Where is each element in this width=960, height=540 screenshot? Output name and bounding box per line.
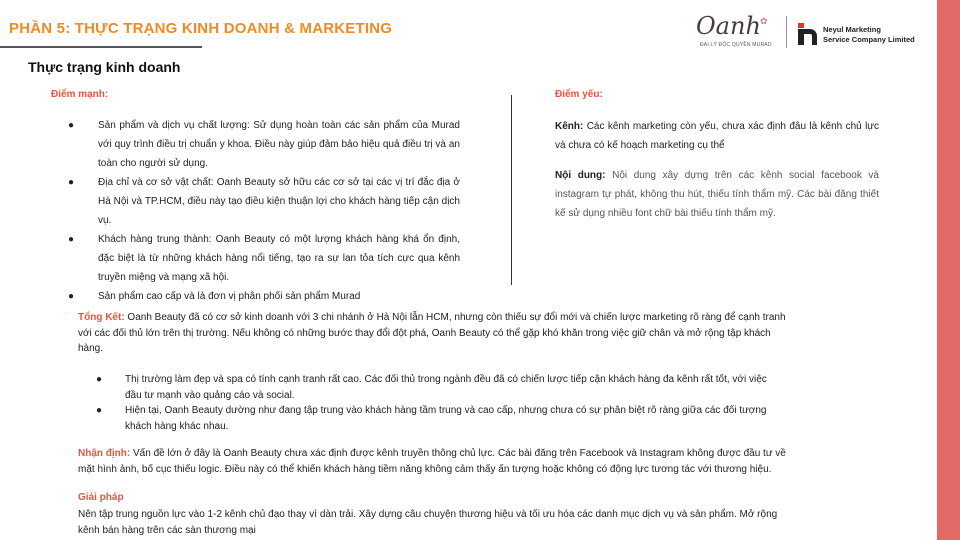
summary-list (96, 372, 786, 434)
list-item: ● Sản phẩm cao cấp và là đơn vị phân phối sản phẩm Murad (68, 287, 460, 306)
insight-paragraph: Nhận định: Vấn đề lớn ở đây là Oanh Beauty chưa xác định được kênh truyền thông chủ lực. Các bài đăng trên Facebook và Instagram không được đầu tư về mặt hình ảnh, bố cục thiếu logic. Điều này có thể khiến khách hàng tiềm năng không cảm thấy ấn tượng hoặc không có động lực tương tác với thương hiệu. (78, 448, 786, 475)
bullet-icon: ● (68, 291, 75, 302)
list-item: ● Hiện tại, Oanh Beauty dường như đang tập trung vào khách hàng tầm trung và cao cấp, nhưng chưa có sự phân biệt rõ ràng giữa các đối tượng khách hàng khác nhau. (96, 405, 767, 432)
nyeul-line-1: Neyul Marketing (823, 25, 881, 34)
solution-label: Giải pháp (78, 492, 124, 503)
column-divider (511, 95, 512, 285)
nyeul-logo-icon (798, 23, 819, 45)
strengths-list (68, 116, 460, 306)
bullet-icon: ● (68, 234, 75, 245)
strengths-heading: Điểm mạnh: (51, 89, 109, 100)
oanh-logo-script: Oanh (696, 12, 761, 40)
summary-label: Tổng Kết: (78, 312, 125, 323)
title-underline (0, 46, 202, 48)
page-subtitle: Thực trạng kinh doanh (28, 59, 181, 75)
bullet-icon: ● (68, 120, 75, 131)
oanh-beauty-logo (694, 14, 770, 50)
flower-icon: ✿ (760, 16, 768, 26)
bullet-icon: ● (96, 405, 103, 416)
oanh-logo-subtitle: ĐẠI LÝ ĐỘC QUYỀN MURAD (700, 42, 772, 48)
right-accent-bar (937, 0, 960, 540)
section-title: PHẦN 5: THỰC TRẠNG KINH DOANH & MARKETING (9, 20, 393, 37)
bullet-icon: ● (96, 374, 103, 385)
weakness-channel-label: Kênh: (555, 121, 584, 132)
weaknesses-heading: Điểm yếu: (555, 89, 603, 100)
weakness-content: Nội dung: Nội dung xây dựng trên các kênh social facebook và instagram tự phát, không thu hút, thiếu tính thẩm mỹ. Các bài đăng thiết kế sử dụng nhiều font chữ bài thiếu tính thẩm mỹ. (555, 170, 879, 219)
summary-paragraph: Tổng Kết: Oanh Beauty đã có cơ sở kinh doanh với 3 chi nhánh ở Hà Nội lẫn HCM, nhưng còn thiếu sự đổi mới và chiến lược marketing rõ ràng để cạnh tranh với các đối thủ lớn trên thị trường. Nếu không có những bước thay đổi đột phá, Oanh Beauty có thể gặp khó khăn trong việc giữ chân và mở rộng tập khách hàng. (78, 312, 786, 354)
insight-label: Nhận định: (78, 448, 131, 459)
bullet-icon: ● (68, 177, 75, 188)
nyeul-logo-text (823, 25, 915, 45)
logo-separator (786, 16, 787, 48)
list-item: ● Khách hàng trung thành: Oanh Beauty có một lượng khách hàng khá ổn định, đặc biệt là từ những khách hàng nổi tiếng, tạo ra sự lan tỏa tích cực qua kênh truyền miệng và mạng xã hội. (68, 230, 460, 287)
list-item: ● Thị trường làm đẹp và spa có tính cạnh tranh rất cao. Các đối thủ trong ngành đều đã có chiến lược tiếp cận khách hàng đa kênh rất tốt, với việc đầu tư mạnh vào quảng cáo và social. (96, 374, 767, 401)
list-item: ● Địa chỉ và cơ sở vật chất: Oanh Beauty sở hữu các cơ sở tại các vị trí đắc địa ở Hà Nội và TP.HCM, điều này tạo điều kiện thuận lợi cho khách hàng tiếp cận dịch vụ. (68, 173, 460, 230)
list-item: ● Sản phẩm và dịch vụ chất lượng: Sử dụng hoàn toàn các sản phẩm của Murad với quy trình điều trị chuẩn y khoa. Điều này giúp đảm bảo hiệu quả điều trị và an toàn cho người sử dụng. (68, 116, 460, 173)
weaknesses-content (555, 117, 879, 223)
solution-paragraph: Nên tập trung nguồn lực vào 1-2 kênh chủ đạo thay vì dàn trải. Xây dựng câu chuyện thương hiệu và tối ưu hóa các danh mục dịch vụ và sản phẩm. Mở rộng kênh bán hàng trên các sàn thương mại (78, 509, 778, 536)
nyeul-line-2: Service Company Limited (823, 35, 915, 44)
weakness-channel: Kênh: Các kênh marketing còn yếu, chưa xác định đâu là kênh chủ lực và chưa có kế hoạch marketing cụ thể (555, 121, 879, 151)
weakness-content-label: Nội dung: (555, 170, 606, 181)
